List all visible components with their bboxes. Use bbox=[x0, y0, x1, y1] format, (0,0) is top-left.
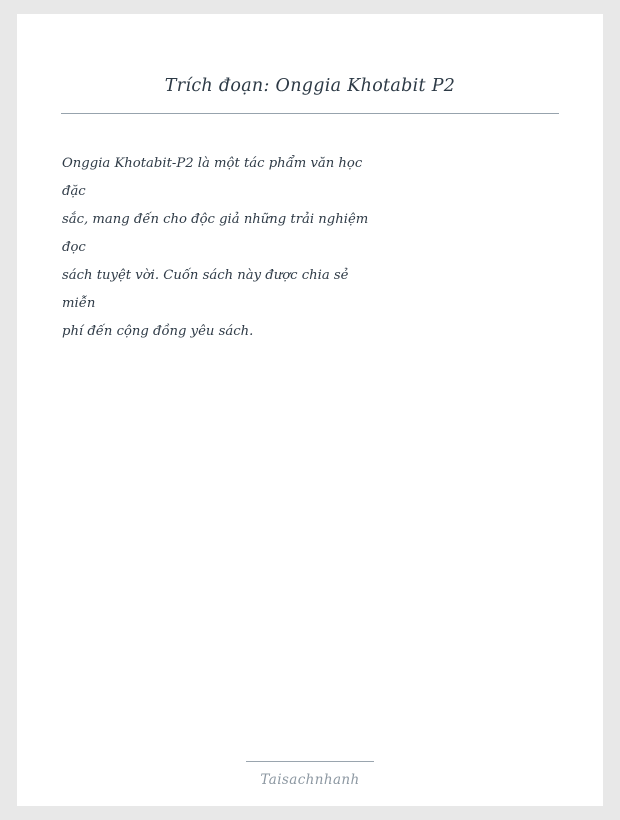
page-title: Trích đoạn: Onggia Khotabit P2 bbox=[164, 76, 456, 96]
body-line: miễn bbox=[62, 296, 96, 311]
body-line: sách tuyệt vời. Cuốn sách này được chia sẻ bbox=[62, 268, 349, 283]
body-line: đặc bbox=[62, 184, 86, 199]
body-line: phí đến cộng đồng yêu sách. bbox=[62, 324, 254, 339]
footer-attribution: Taisachnhanh bbox=[260, 772, 360, 788]
body-line: đọc bbox=[62, 240, 86, 255]
page-footer bbox=[17, 761, 603, 788]
body-line: Onggia Khotabit-P2 là một tác phẩm văn học bbox=[62, 156, 363, 171]
footer-divider bbox=[246, 761, 374, 762]
document-body bbox=[62, 150, 532, 346]
document-page bbox=[17, 14, 603, 806]
body-line: sắc, mang đến cho độc giả những trải nghiệm bbox=[62, 212, 369, 227]
title-divider bbox=[61, 113, 559, 114]
